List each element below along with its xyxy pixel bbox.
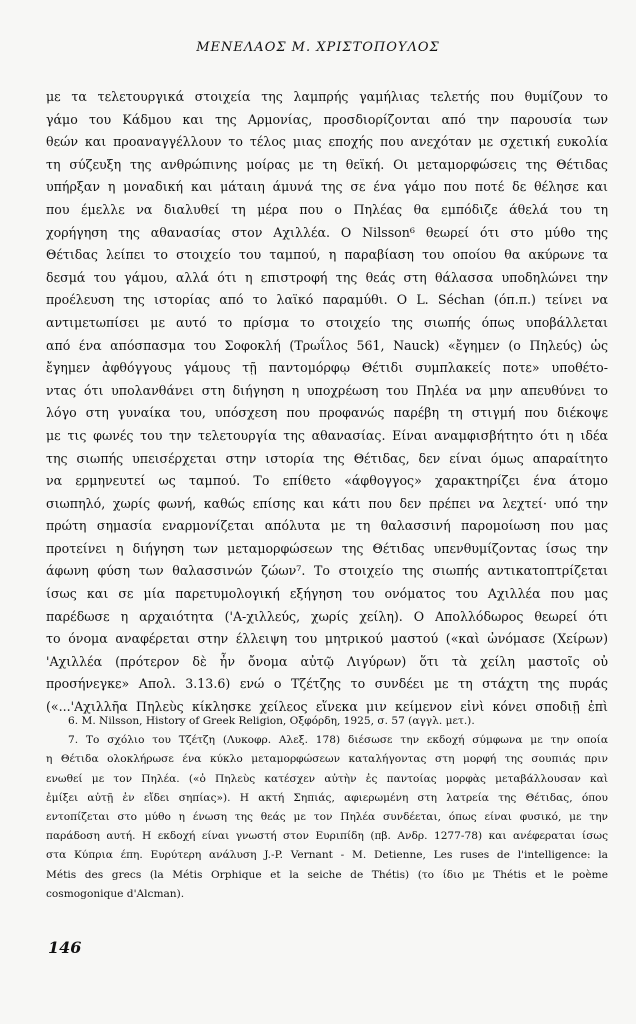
text-line: προέλευση της ιστορίας από το λαϊκό παραμύθι. Ο L. Séchan (όπ.π.) τείνει να xyxy=(46,292,608,308)
footnote-line: στα Κύπρια έπη. Ευρύτερη ανάλυση J.-P. Vernant - M. Detienne, Les ruses de l'intelligence: la xyxy=(46,849,608,862)
footnote-line: παράδοση αυτή. Η εκδοχή είναι γνωστή στον Ευριπίδη (πβ. Ανδρ. 1277-78) και ανέφεραται ίσως xyxy=(46,830,608,843)
footnote-line: ἐμίξει αὐτῇ ἐν εἴδει σηπίας»). Η ακτή Σηπιάς, αφιερωμένη στη λατρεία της Θέτιδας, όπου xyxy=(46,791,608,804)
footnotes xyxy=(46,712,608,904)
text-line: της σιωπής υπεισέρχεται στην ιστορία της Θέτιδας, δεν είναι όμως απαραίτητο xyxy=(46,450,608,466)
text-line: («...'Αχιλλῆα Πηλεὺς κίκλησκε χείλεος εἵνεκα μιν κείμενον εἰνὶ κόνει σποδιῇ ἐπὶ xyxy=(46,699,608,715)
text-line: προτείνει η διήγηση των μεταμορφώσεων της Θέτιδας υπενθυμίζοντας ίσως την xyxy=(46,540,608,556)
footnote-line: εντοπίζεται στο μύθο η ένωση της θεάς με τον Πηλέα συνδέεται, όπως είναι φυσικό, με την xyxy=(46,811,608,824)
text-line: προσήνεγκε» Απολ. 3.13.6) ενώ ο Τζέτζης το συνδέει με τη στάχτη της πυράς xyxy=(46,676,608,692)
running-head: ΜΕΝΕΛΑΟΣ Μ. ΧΡΙΣΤΟΠΟΥΛΟΣ xyxy=(196,40,440,55)
text-line: που έμελλε να διαλυθεί τη μέρα που ο Πηλέας θα εμπόδιζε άθελά του τη xyxy=(46,201,608,217)
page-number: 146 xyxy=(48,938,82,957)
text-line: λόγο στη γυναίκα του, υπόσχεση που προφανώς παρέβη τη στιγμή που διέκοψε xyxy=(46,405,608,421)
text-line: άφωνη φύση των θαλασσινών ζώων⁷. Το στοιχείο της σιωπής αντικατοπτρίζεται xyxy=(46,563,608,579)
text-line: γάμο του Κάδμου και της Αρμονίας, προσδιορίζονται από την παρουσία των xyxy=(46,111,608,127)
text-line: από ένα απόσπασμα του Σοφοκλή (Τρωΐλος 561, Nauck) «ἔγημεν (ο Πηλεύς) ὡς xyxy=(46,337,608,353)
text-line: Θέτιδας λείπει το στοιχείο του ταμπού, η παραβίαση του οποίου θα ακύρωνε τα xyxy=(46,247,608,263)
footnote-7: 7. Το σχόλιο του Τζέτζη (Λυκοφρ. Αλεξ. 178) διέσωσε την εκδοχή σύμφωνα με την οποία xyxy=(68,734,608,747)
footnote-line: Métis des grecs (la Métis Orphique et la seiche de Thétis) (το ίδιο με Thétis et le poème xyxy=(46,868,608,881)
text-line: πρώτη σημασία εναρμονίζεται απόλυτα με τη θαλασσινή παρομοίωση που μας xyxy=(46,518,608,534)
text-line: παρέδωσε η αρχαιότητα ('Α-χιλλεύς, χωρίς χείλη). Ο Απολλόδωρος θεωρεί ότι xyxy=(46,608,608,624)
text-line: ἔγημεν ἀφθόγγους γάμους τῇ παντομόρφῳ Θέτιδι συμπλακείς ποτε» υποθέτο- xyxy=(46,360,608,376)
text-line: αντιμετωπίσει με αυτό το πρίσμα το στοιχείο της σιωπής όπως υποβάλλεται xyxy=(46,314,608,330)
text-line: θεών και προαναγγέλλουν το τέλος μιας εποχής που ανεχόταν με σχετική ευκολία xyxy=(46,134,608,150)
text-line: δεσμά του γάμου, αλλά ότι η επιστροφή της θεάς στη θάλασσα υποδηλώνει την xyxy=(46,269,608,285)
footnote-line: cosmogonique d'Alcman). xyxy=(46,887,185,900)
text-line: να ερμηνευτεί ως ταμπού. Το επίθετο «άφθογγος» χαρακτηρίζει ένα άτομο xyxy=(46,473,608,489)
footnote-line: η Θέτιδα ολοκλήρωσε ένα κύκλο μεταμορφώσεων καταλήγοντας στη μορφή της σουπιάς πριν xyxy=(46,753,608,766)
text-line: ίσως και σε μία παρετυμολογική εξήγηση του ονόματος του Αχιλλέα που μας xyxy=(46,586,608,602)
footnote-line: ενωθεί με τον Πηλέα. («ὁ Πηλεὺς κατέσχεν αὐτὴν ἐς παντοίας μορφὰς μεταβάλλουσαν καὶ xyxy=(46,772,608,785)
text-line: σιωπηλό, χωρίς φωνή, καθώς επίσης και κάτι που δεν πρέπει να λεχτεί· υπό την xyxy=(46,495,608,511)
text-line: 'Αχιλλέα (πρότερον δὲ ἦν ὄνομα αὐτῷ Λιγύρων) ὅτι τὰ χείλη μαστοῖς οὐ xyxy=(46,653,608,669)
text-line: χορήγηση της αθανασίας στον Αχιλλέα. Ο Nilsson⁶ θεωρεί ότι στο μύθο της xyxy=(46,224,608,240)
text-line: το όνομα αναφέρεται στην έλλειψη του μητρικού μαστού («καὶ ὠνόμασε (Χείρων) xyxy=(46,631,608,647)
text-line: τη σύζευξη της ανθρώπινης μοίρας με τη θεϊκή. Οι μεταμορφώσεις της Θέτιδας xyxy=(46,156,608,172)
text-line: ντας ότι υπολανθάνει στη διήγηση η υποχρέωση του Πηλέα να μην απευθύνει το xyxy=(46,382,608,398)
text-line: με τις φωνές του την τελετουργία της αθανασίας. Είναι αναμφισβήτητο ότι η ιδέα xyxy=(46,427,608,443)
main-text xyxy=(46,86,608,719)
footnote-6: 6. M. Nilsson, History of Greek Religion, Οξφόρδη, 1925, σ. 57 (αγγλ. μετ.). xyxy=(68,715,475,727)
text-line: υπήρξαν η μοναδική και μάταιη άμυνά της σε ένα γάμο που ποτέ δε θέλησε και xyxy=(46,179,608,195)
text-line: με τα τελετουργικά στοιχεία της λαμπρής γαμήλιας τελετής που θυμίζουν το xyxy=(46,89,608,104)
